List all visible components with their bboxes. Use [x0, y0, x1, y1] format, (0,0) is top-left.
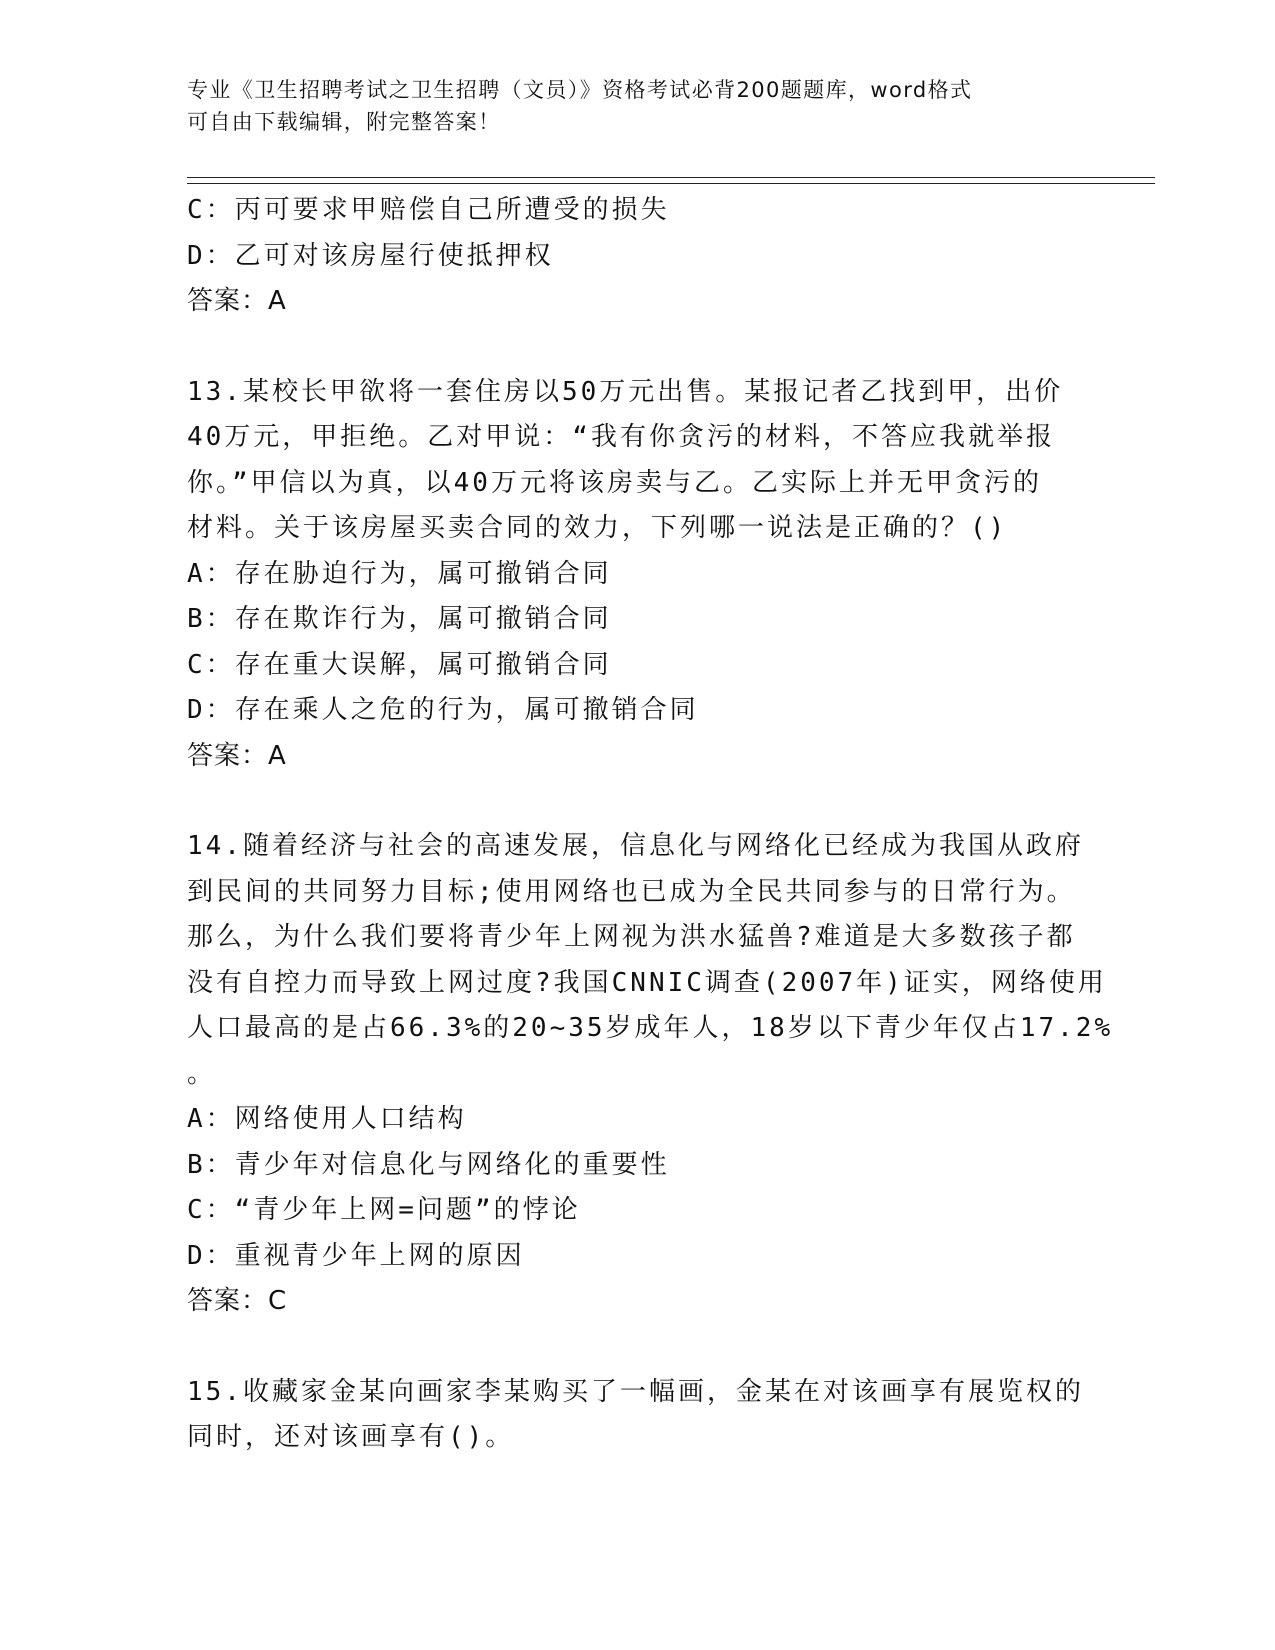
- option-c: C：丙可要求甲赔偿自己所遭受的损失: [187, 195, 670, 225]
- option-d: D：重视青少年上网的原因: [187, 1240, 525, 1271]
- question-13: [187, 370, 1087, 780]
- question-text-line: 同时，还对该画享有()。: [187, 1422, 515, 1452]
- answer: 答案：A: [187, 286, 287, 316]
- question-text-line: 15.收藏家金某向画家李某购买了一幅画，金某在对该画享有展览权的: [187, 1376, 1084, 1407]
- option-a: A：网络使用人口结构: [187, 1104, 467, 1134]
- question-text-line: 到民间的共同努力目标;使用网络也已成为全民共同参与的日常行为。: [187, 876, 1076, 907]
- question-15: [187, 1370, 1087, 1461]
- option-b: B：存在欺诈行为，属可撤销合同: [187, 604, 612, 634]
- document-header: [187, 74, 1087, 138]
- question-text-line: 14.随着经济与社会的高速发展，信息化与网络化已经成为我国从政府: [187, 831, 1084, 861]
- answer: 答案：A: [187, 740, 287, 771]
- option-c: C：“青少年上网=问题”的悖论: [187, 1195, 581, 1225]
- question-text-line: 。: [187, 1058, 217, 1089]
- document-body: [187, 188, 1114, 1461]
- question-text-line: 你。”甲信以为真，以40万元将该房卖与乙。乙实际上并无甲贪污的: [187, 467, 1042, 498]
- header-line-1: 专业《卫生招聘考试之卫生招聘（文员）》资格考试必背200题题库，word格式: [187, 78, 973, 102]
- header-rule-top: [187, 177, 1155, 178]
- header-line-2: 可自由下载编辑，附完整答案！: [187, 110, 501, 134]
- option-d: D：存在乘人之危的行为，属可撤销合同: [187, 695, 699, 725]
- option-d: D：乙可对该房屋行使抵押权: [187, 240, 554, 271]
- question-12-tail: [187, 188, 1087, 325]
- question-text-line: 没有自控力而导致上网过度?我国CNNIC调查(2007年)证实，网络使用: [187, 967, 1107, 998]
- option-b: B：青少年对信息化与网络化的重要性: [187, 1149, 670, 1180]
- option-a: A：存在胁迫行为，属可撤销合同: [187, 558, 612, 589]
- question-text-line: 人口最高的是占66.3%的20~35岁成年人，18岁以下青少年仅占17.2%: [187, 1013, 1114, 1043]
- option-c: C：存在重大误解，属可撤销合同: [187, 649, 612, 680]
- question-14: [187, 824, 1114, 1325]
- question-text-line: 材料。关于该房屋买卖合同的效力，下列哪一说法是正确的？(): [187, 513, 1008, 543]
- header-rule-bottom: [187, 183, 1155, 184]
- question-text-line: 40万元，甲拒绝。乙对甲说：“我有你贪污的材料，不答应我就举报: [187, 422, 1055, 452]
- question-text-line: 13.某校长甲欲将一套住房以50万元出售。某报记者乙找到甲，出价: [187, 376, 1064, 407]
- answer: 答案：C: [187, 1286, 288, 1316]
- question-text-line: 那么，为什么我们要将青少年上网视为洪水猛兽?难道是大多数孩子都: [187, 922, 1076, 952]
